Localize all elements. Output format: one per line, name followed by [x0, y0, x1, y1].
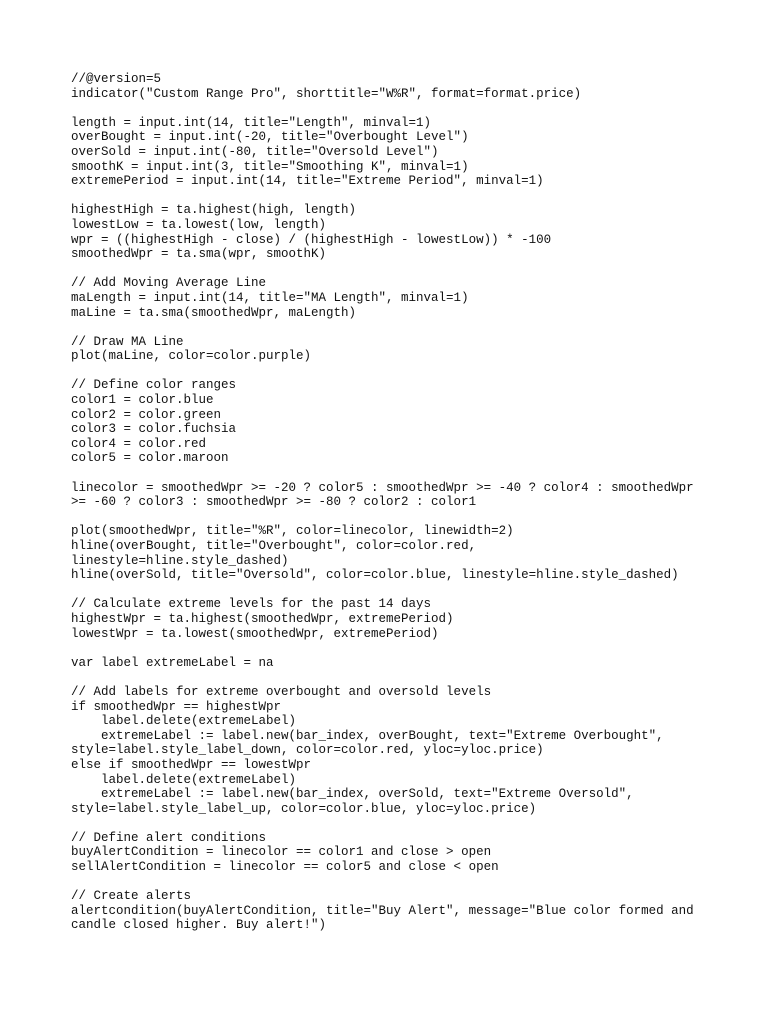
code-line: lowestLow = ta.lowest(low, length) [71, 217, 327, 232]
code-line: extremeLabel := label.new(bar_index, overSold, text="Extreme Oversold", [71, 787, 634, 802]
code-line: // Calculate extreme levels for the past 14 days [71, 597, 432, 612]
code-line: smoothK = input.int(3, title="Smoothing K", minval=1) [71, 159, 469, 174]
blank-line [71, 583, 751, 598]
blank-line [71, 670, 751, 685]
blank-line [71, 101, 751, 116]
code-line: if smoothedWpr == highestWpr [71, 699, 282, 714]
code-line: color1 = color.blue [71, 393, 214, 408]
code-line: label.delete(extremeLabel) [71, 714, 297, 729]
code-line: color3 = color.fuchsia [71, 422, 237, 437]
code-line: style=label.style_label_up, color=color.blue, yloc=yloc.price) [71, 801, 537, 816]
code-line: highestHigh = ta.highest(high, length) [71, 203, 357, 218]
code-line: candle closed higher. Buy alert!") [71, 918, 327, 933]
code-document [71, 72, 751, 933]
code-line: linestyle=hline.style_dashed) [71, 553, 289, 568]
code-line: // Add labels for extreme overbought and oversold levels [71, 684, 492, 699]
code-line: overBought = input.int(-20, title="Overbought Level") [71, 130, 469, 145]
code-line: linecolor = smoothedWpr >= -20 ? color5 : smoothedWpr >= -40 ? color4 : smoothedWpr [71, 480, 694, 495]
code-line: hline(overBought, title="Overbought", color=color.red, [71, 539, 477, 553]
blank-line [71, 320, 751, 335]
code-line: color2 = color.green [71, 407, 222, 422]
code-line: // Draw MA Line [71, 334, 184, 349]
code-line: label.delete(extremeLabel) [71, 772, 297, 787]
code-line: extremeLabel := label.new(bar_index, overBought, text="Extreme Overbought", [71, 728, 664, 743]
code-line: // Define alert conditions [71, 830, 267, 845]
blank-line [71, 641, 751, 656]
code-line: extremePeriod = input.int(14, title="Extreme Period", minval=1) [71, 174, 544, 189]
code-line: overSold = input.int(-80, title="Oversold Level") [71, 144, 439, 159]
blank-line [71, 510, 751, 525]
code-line: buyAlertCondition = linecolor == color1 and close > open [71, 845, 492, 860]
code-line: maLength = input.int(14, title="MA Length", minval=1) [71, 290, 469, 305]
code-line: >= -60 ? color3 : smoothedWpr >= -80 ? color2 : color1 [71, 495, 477, 510]
code-line: hline(overSold, title="Oversold", color=color.blue, linestyle=hline.style_dashed) [71, 568, 679, 583]
code-line: plot(smoothedWpr, title="%R", color=linecolor, linewidth=2) [71, 524, 514, 539]
code-line: var label extremeLabel = na [71, 655, 274, 670]
code-line: maLine = ta.sma(smoothedWpr, maLength) [71, 305, 357, 320]
blank-line [71, 262, 751, 277]
blank-line [71, 189, 751, 204]
code-line: highestWpr = ta.highest(smoothedWpr, extremePeriod) [71, 611, 454, 626]
code-line: // Define color ranges [71, 378, 237, 393]
blank-line [71, 364, 751, 379]
code-line: smoothedWpr = ta.sma(wpr, smoothK) [71, 247, 327, 262]
blank-line [71, 466, 751, 481]
code-line: length = input.int(14, title="Length", minval=1) [71, 115, 432, 130]
code-line: color5 = color.maroon [71, 451, 229, 466]
code-line: sellAlertCondition = linecolor == color5 and close < open [71, 860, 499, 875]
code-line: plot(maLine, color=color.purple) [71, 349, 312, 364]
code-line: indicator("Custom Range Pro", shorttitle="W%R", format=format.price) [71, 86, 582, 101]
code-line: wpr = ((highestHigh - close) / (highestHigh - lowestLow)) * -100 [71, 232, 552, 247]
code-line: //@version=5 [71, 72, 162, 86]
code-line: else if smoothedWpr == lowestWpr [71, 757, 312, 772]
blank-line [71, 816, 751, 831]
code-line: color4 = color.red [71, 436, 207, 451]
code-line: // Create alerts [71, 889, 192, 904]
code-line: alertcondition(buyAlertCondition, title="Buy Alert", message="Blue color formed and [71, 903, 694, 918]
code-line: lowestWpr = ta.lowest(smoothedWpr, extremePeriod) [71, 626, 439, 641]
code-line: // Add Moving Average Line [71, 276, 267, 291]
blank-line [71, 875, 751, 890]
code-line: style=label.style_label_down, color=color.red, yloc=yloc.price) [71, 743, 544, 758]
